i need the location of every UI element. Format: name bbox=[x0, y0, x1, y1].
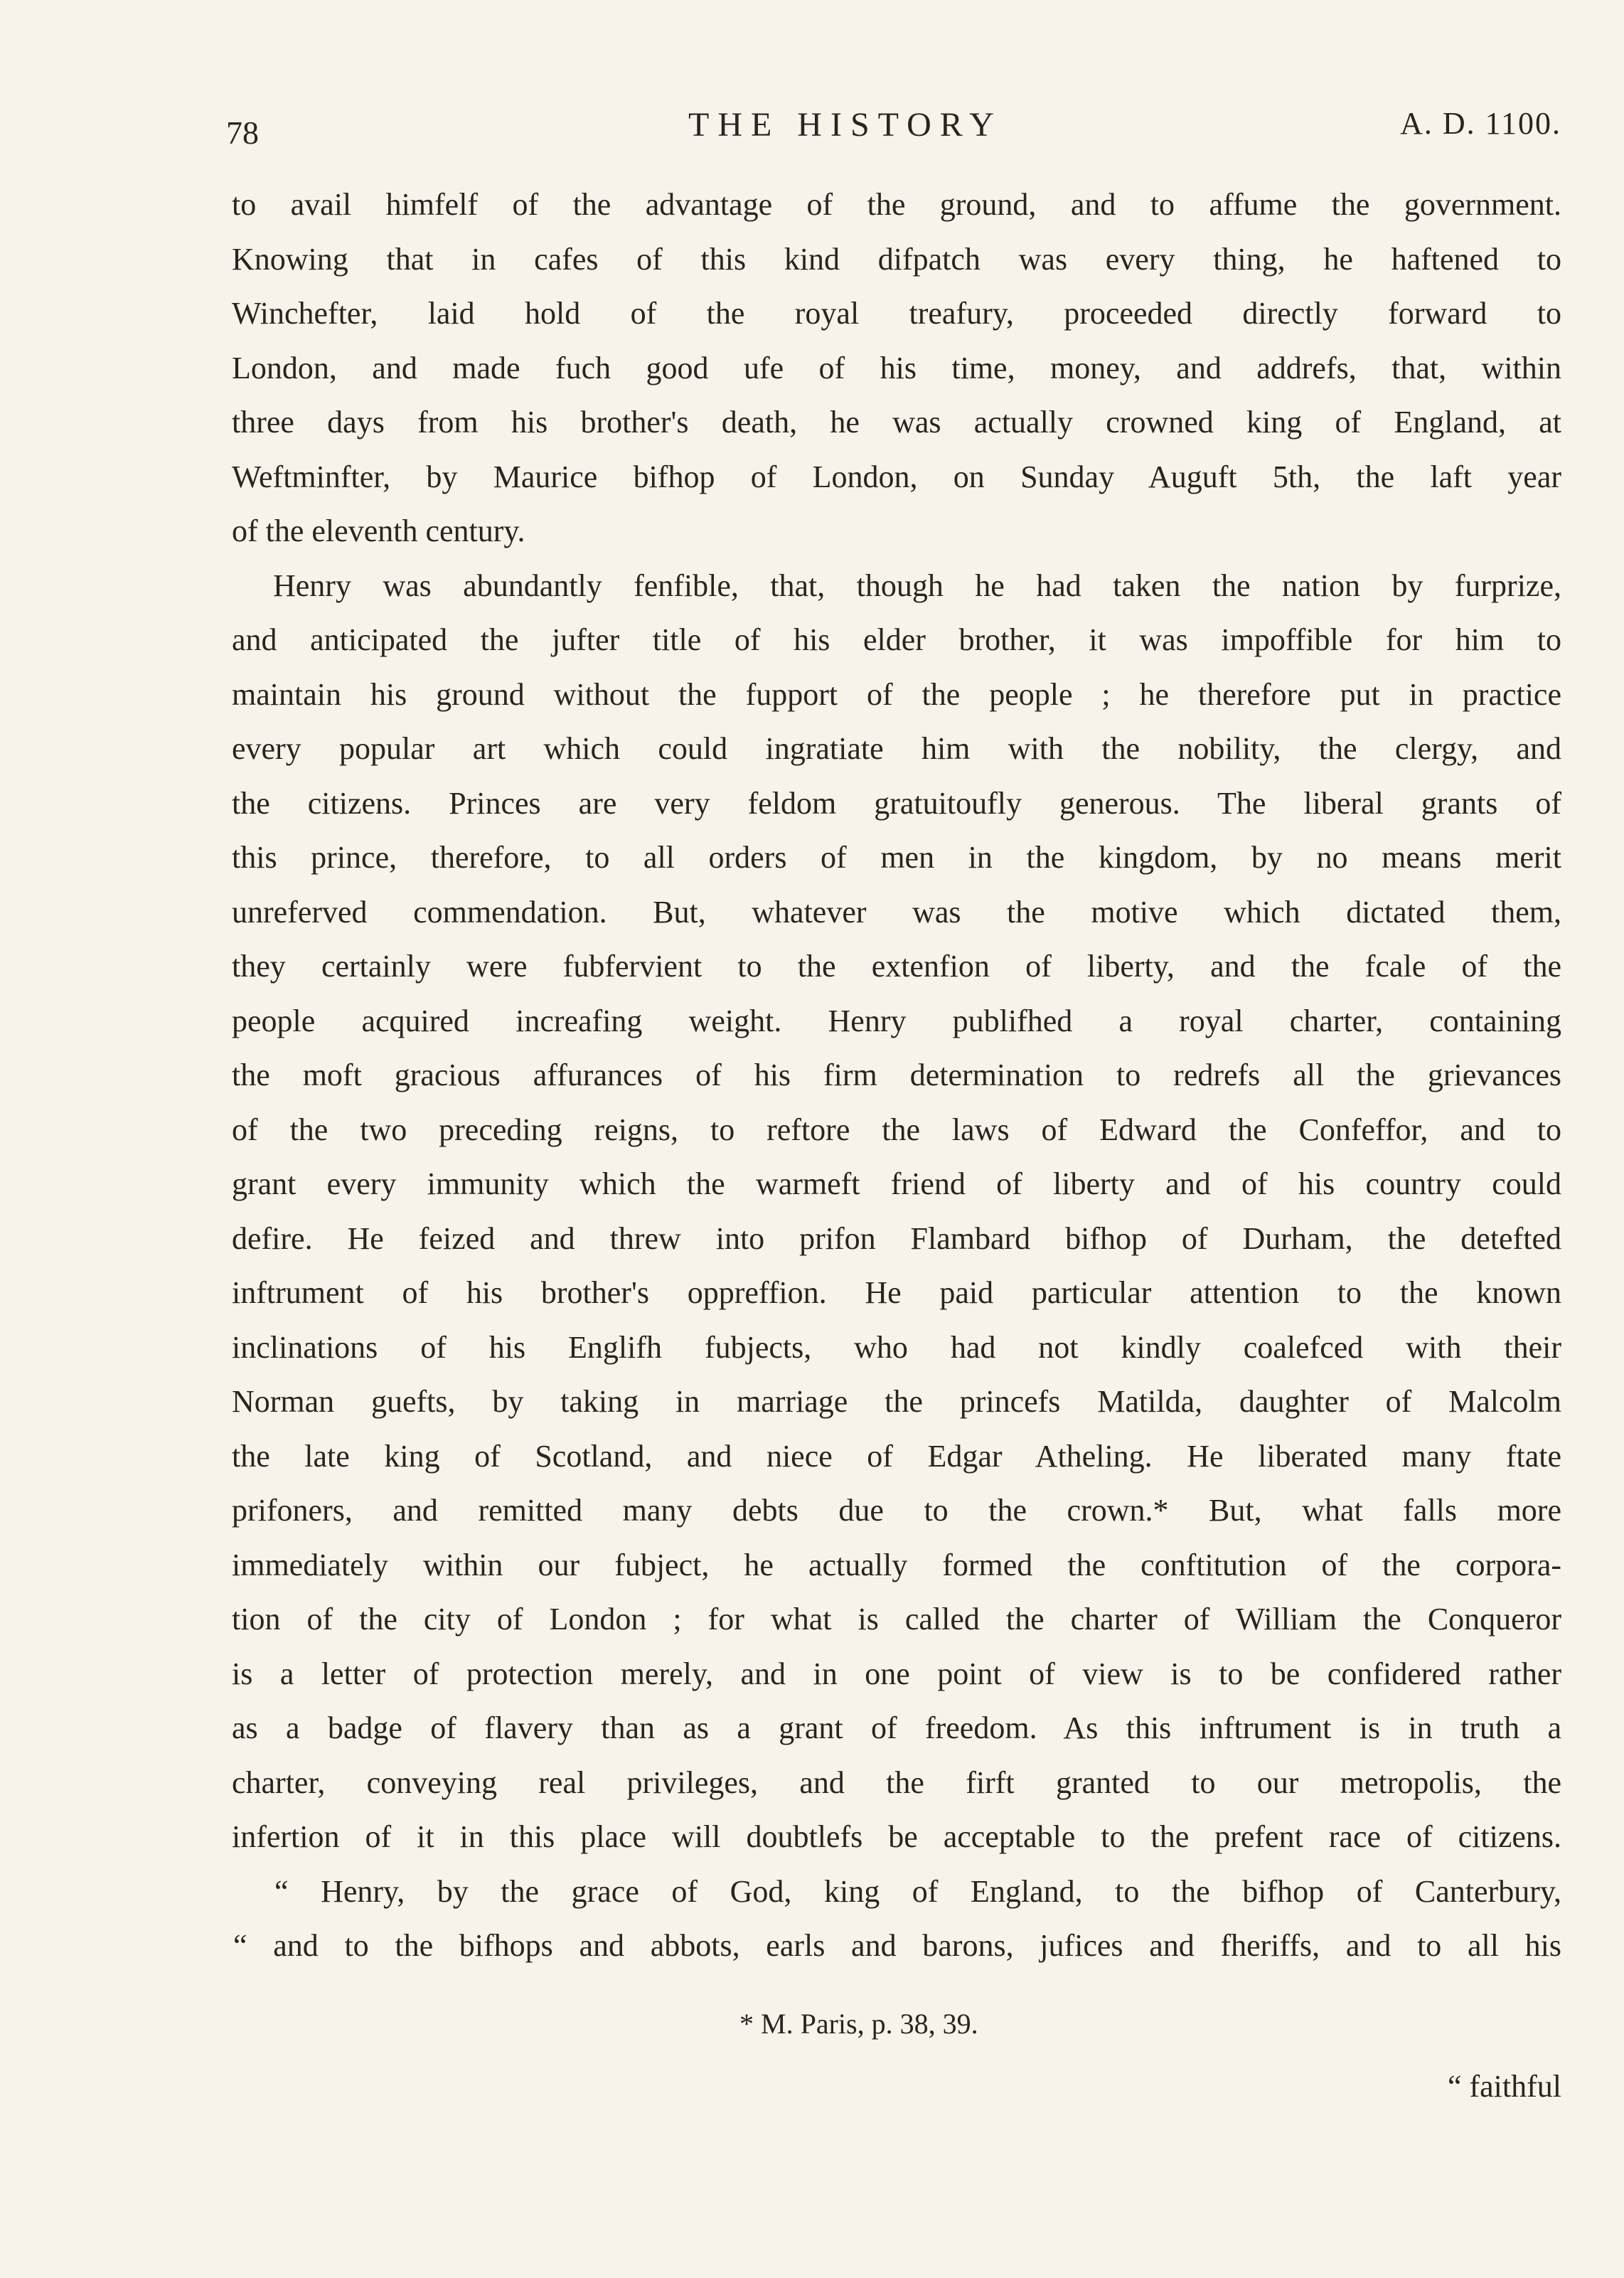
body-text bbox=[232, 178, 1561, 1974]
text-line: London, and made fuch good ufe of his time, money, and addrefs, that, within bbox=[232, 350, 1561, 385]
text-line: prifoners, and remitted many debts due to the crown.* But, what falls more bbox=[232, 1493, 1561, 1528]
text-line: every popular art which could ingratiate him with the nobility, the clergy, and bbox=[232, 731, 1561, 766]
text-line: this prince, therefore, to all orders of men in the kingdom, by no means merit bbox=[232, 840, 1561, 875]
text-line: the late king of Scotland, and niece of Edgar Atheling. He liberated many ftate bbox=[232, 1438, 1561, 1474]
date-reference: A. D. 1100. bbox=[1400, 106, 1561, 141]
text-line: and anticipated the jufter title of his elder brother, it was impoffible for him to bbox=[232, 622, 1561, 657]
footnote: * M. Paris, p. 38, 39. bbox=[739, 2008, 978, 2040]
text-line: they certainly were fubfervient to the extenfion of liberty, and the fcale of the bbox=[232, 949, 1561, 984]
text-line: Henry was abundantly fenfible, that, though he had taken the nation by furprize, bbox=[273, 568, 1561, 603]
page-header bbox=[226, 105, 1561, 155]
page-number: 78 bbox=[226, 115, 259, 151]
text-line: charter, conveying real privileges, and the firft granted to our metropolis, the bbox=[232, 1765, 1561, 1800]
text-line: “ and to the bifhops and abbots, earls and barons, jufices and fheriffs, and to all his bbox=[233, 1928, 1561, 1963]
text-line: inclinations of his Englifh fubjects, who had not kindly coalefced with their bbox=[232, 1329, 1561, 1365]
text-line: Weftminfter, by Maurice bifhop of London, on Sunday Auguft 5th, the laft year bbox=[232, 459, 1561, 494]
text-line: Norman guefts, by taking in marriage the princefs Matilda, daughter of Malcolm bbox=[232, 1384, 1561, 1419]
text-line: defire. He feized and threw into prifon Flambard bifhop of Durham, the detefted bbox=[232, 1220, 1561, 1256]
text-line: of the two preceding reigns, to reftore the laws of Edward the Confeffor, and to bbox=[232, 1112, 1561, 1147]
text-line: inftrument of his brother's oppreffion. He paid particular attention to the known bbox=[232, 1275, 1561, 1310]
text-line: unreferved commendation. But, whatever was the motive which dictated them, bbox=[232, 894, 1561, 930]
text-line: as a badge of flavery than as a grant of freedom. As this inftrument is in truth a bbox=[232, 1710, 1561, 1745]
text-line: grant every immunity which the warmeft friend of liberty and of his country could bbox=[232, 1166, 1561, 1201]
text-line: the moft gracious affurances of his firm determination to redrefs all the grievances bbox=[232, 1058, 1561, 1092]
text-line: of the eleventh century. bbox=[232, 513, 525, 548]
text-line: is a letter of protection merely, and in one point of view is to be confidered rather bbox=[232, 1656, 1561, 1691]
text-line: maintain his ground without the fupport of the people ; he therefore put in practice bbox=[232, 676, 1561, 712]
running-title: THE HISTORY bbox=[688, 106, 1003, 144]
catchword: “ faithful bbox=[1447, 2069, 1561, 2104]
text-line: three days from his brother's death, he was actually crowned king of England, at bbox=[232, 405, 1561, 440]
text-line: tion of the city of London ; for what is called the charter of William the Conqueror bbox=[232, 1602, 1561, 1636]
text-line: “ Henry, by the grace of God, king of England, to the bifhop of Canterbury, bbox=[274, 1873, 1561, 1909]
text-line: infertion of it in this place will doubtlefs be acceptable to the prefent race of citizens. bbox=[232, 1819, 1561, 1854]
text-line: Knowing that in cafes of this kind difpatch was every thing, he haftened to bbox=[232, 241, 1561, 277]
text-line: immediately within our fubject, he actually formed the conftitution of the corpora- bbox=[232, 1547, 1561, 1582]
text-line: people acquired increafing weight. Henry publifhed a royal charter, containing bbox=[232, 1003, 1561, 1038]
text-line: to avail himfelf of the advantage of the ground, and to affume the government. bbox=[232, 187, 1561, 222]
text-line: Winchefter, laid hold of the royal treafury, proceeded directly forward to bbox=[232, 296, 1561, 331]
text-line: the citizens. Princes are very feldom gratuitoufly generous. The liberal grants of bbox=[232, 785, 1561, 821]
